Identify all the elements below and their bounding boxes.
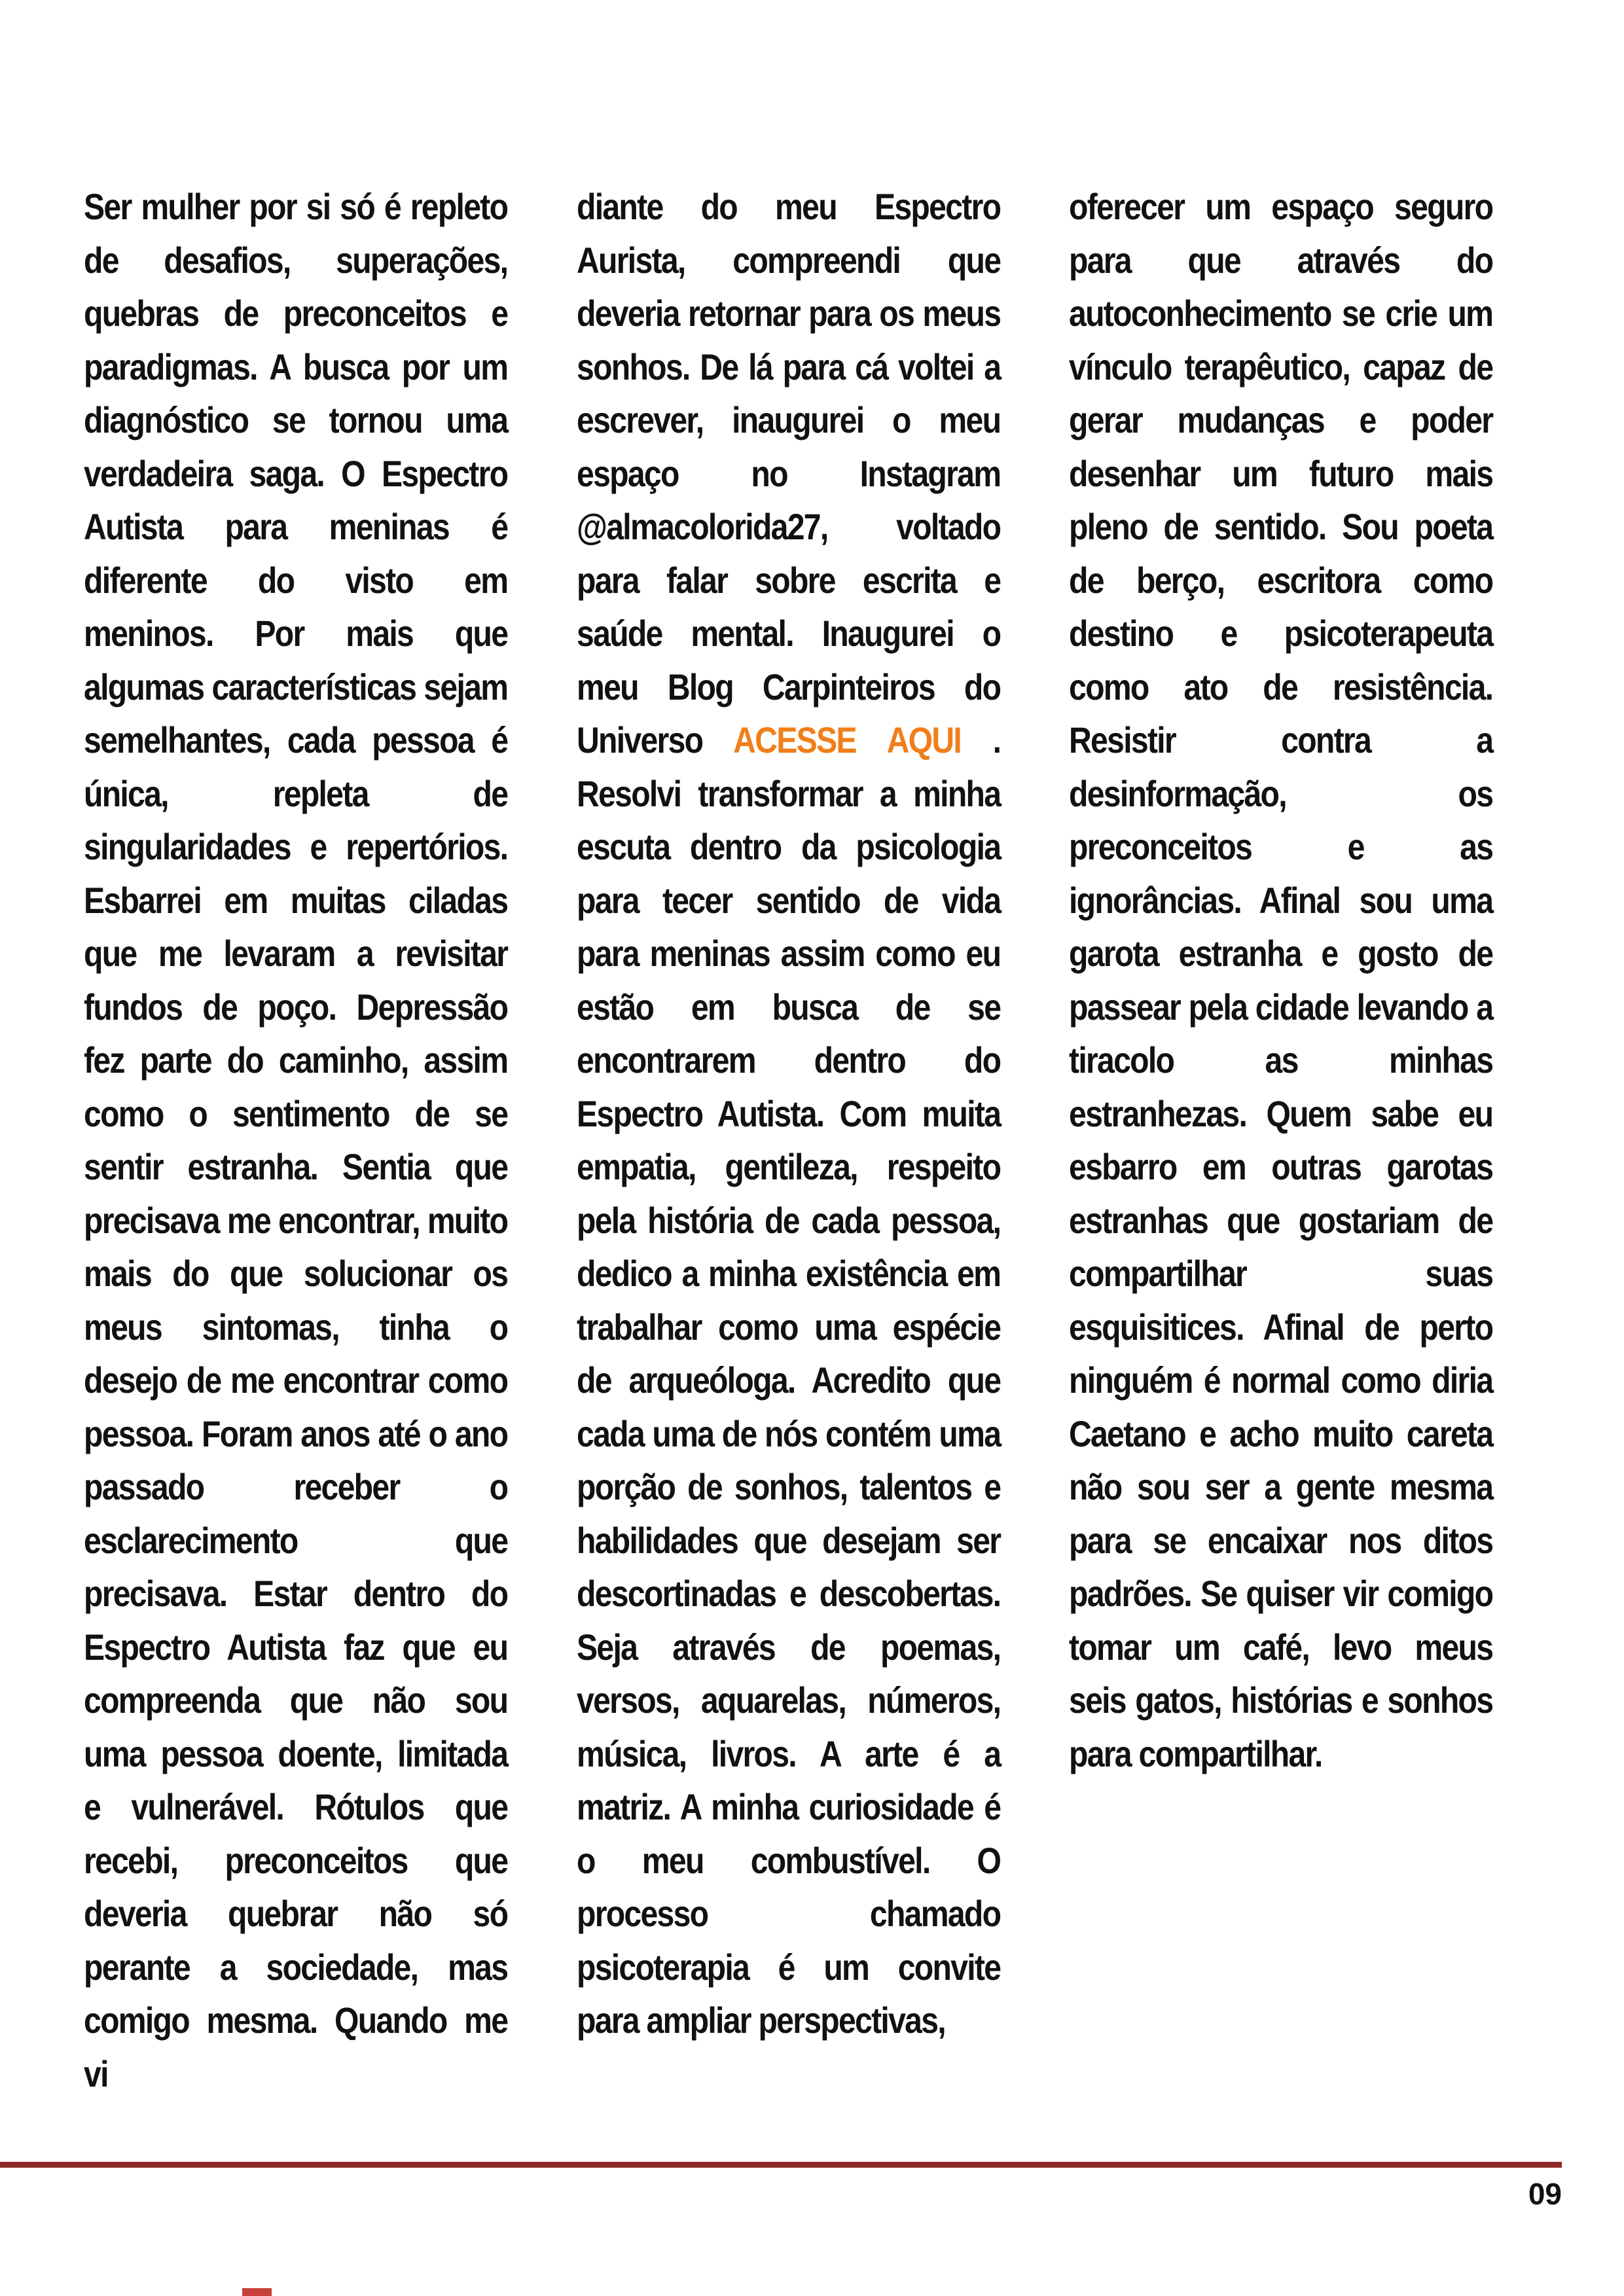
footer-divider [0, 2162, 1562, 2168]
column-2-text-before-link: diante do meu Espectro Aurista, compreendi que deveria retornar para os meus sonhos. De lá para cá voltei a escrever, inaugurei o meu espaço no Instagram @almacolorida27, voltado para falar sobre escrita e saúde mental. Inaugurei o meu Blog Carpinteiros do Universo [576, 186, 1000, 761]
article-body [84, 180, 1562, 2100]
page-number: 09 [1528, 2177, 1562, 2211]
column-2 [577, 180, 1000, 2100]
acesse-aqui-link[interactable]: ACESSE AQUI [732, 719, 961, 761]
column-1 [84, 180, 507, 2100]
column-3 [1069, 180, 1492, 2100]
decorative-corner-mark [242, 2288, 272, 2296]
column-3-text: oferecer um espaço seguro para que através do autoconhecimento se crie um vínculo terapêutico, capaz de gerar mudanças e poder desenhar um futuro mais pleno de sentido. Sou poeta de berço, escritora como destino e psicoterapeuta como ato de resistência. Resistir contra a desinformação, os preconceitos e as ignorâncias. Afinal sou uma garota estranha e gosto de passear pela cidade levando a tiracolo as minhas estranhezas. Quem sabe eu esbarro em outras garotas estranhas que gostariam de compartilhar suas esquisitices. Afinal de perto ninguém é normal como diria Caetano e acho muito careta não sou ser a gente mesma para se encaixar nos ditos padrões. Se quiser vir comigo tomar um café, levo meus seis gatos, histórias e sonhos para compartilhar. [1069, 186, 1493, 1774]
column-1-text: Ser mulher por si só é repleto de desafios, superações, quebras de preconceitos e paradigmas. A busca por um diagnóstico se tornou uma verdadeira saga. O Espectro Autista para meninas é diferente do visto em meninos. Por mais que algumas características sejam semelhantes, cada pessoa é única, repleta de singularidades e repertórios. Esbarrei em muitas ciladas que me levaram a revisitar fundos de poço. Depressão fez parte do caminho, assim como o sentimento de se sentir estranha. Sentia que precisava me encontrar, muito mais do que solucionar os meus sintomas, tinha o desejo de me encontrar como pessoa. Foram anos até o ano passado receber o esclarecimento que precisava. Estar dentro do Espectro Autista faz que eu compreenda que não sou uma pessoa doente, limitada e vulnerável. Rótulos que recebi, preconceitos que deveria quebrar não só perante a sociedade, mas comigo mesma. Quando me vi [84, 186, 508, 2094]
column-2-text [577, 180, 1000, 2047]
column-2-text-after-link: . Resolvi transformar a minha escuta dentro da psicologia para tecer sentido de vida para meninas assim como eu estão em busca de se encontrarem dentro do Espectro Autista. Com muita empatia, gentileza, respeito pela história de cada pessoa, dedico a minha existência em trabalhar como uma espécie de arqueóloga. Acredito que cada uma de nós contém uma porção de sonhos, talentos e habilidades que desejam ser descortinadas e descobertas. Seja através de poemas, versos, aquarelas, números, música, livros. A arte é a matriz. A minha curiosidade é o meu combustível. O processo chamado psicoterapia é um convite para ampliar perspectivas, [576, 719, 1000, 2041]
